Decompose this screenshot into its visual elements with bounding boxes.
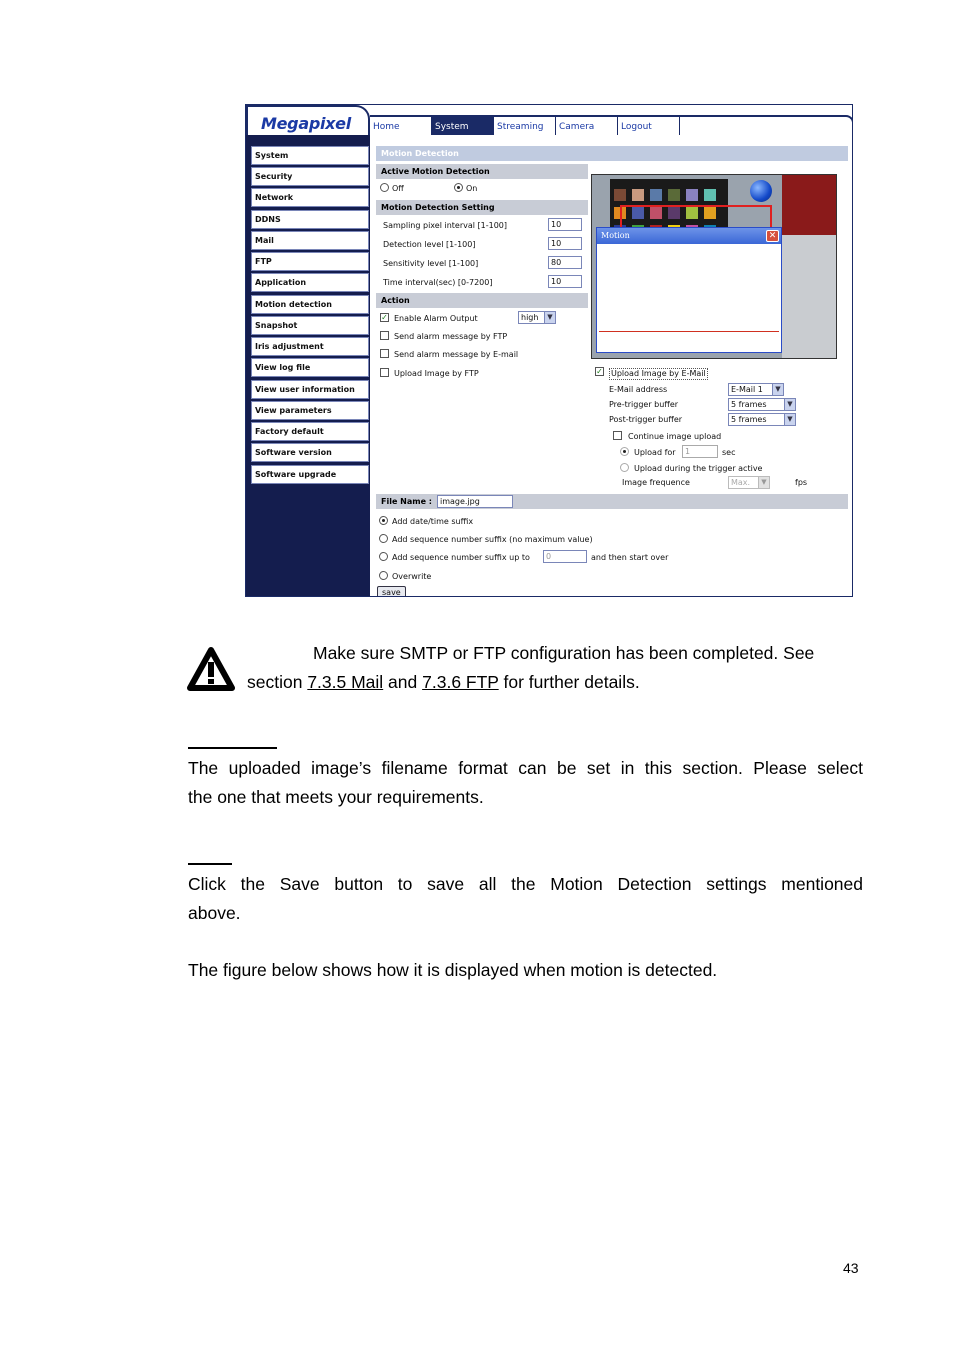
ftp-message-label: Send alarm message by FTP bbox=[394, 332, 508, 341]
email-address-select[interactable] bbox=[728, 383, 784, 396]
tab-home[interactable]: Home bbox=[370, 117, 432, 137]
sidebar-item-view-parameters[interactable]: View parameters bbox=[251, 401, 369, 420]
note-warning-icon bbox=[186, 646, 236, 692]
motion-on-label: On bbox=[466, 184, 478, 193]
ftp-section-link[interactable]: 7.3.6 FTP bbox=[422, 672, 499, 692]
image-frequence-unit: fps bbox=[795, 478, 808, 487]
save-heading-rule bbox=[188, 863, 232, 865]
post-trigger-select[interactable] bbox=[728, 413, 796, 426]
email-address-value: E-Mail 1 bbox=[731, 385, 763, 394]
wall-image bbox=[782, 235, 837, 359]
tab-streaming[interactable]: Streaming bbox=[494, 117, 556, 137]
upload-for-label: Upload for bbox=[634, 448, 676, 457]
file-name-line-1: The uploaded image’s filename format can be set in this section. Please select bbox=[188, 758, 863, 778]
sidebar-item-view-log-file[interactable]: View log file bbox=[251, 358, 369, 377]
sequence-suffix-label: Add sequence number suffix (no maximum value) bbox=[392, 535, 593, 544]
upload-ftp-checkbox[interactable] bbox=[380, 368, 389, 377]
post-trigger-label: Post-trigger buffer bbox=[609, 415, 683, 424]
file-name-heading-rule bbox=[188, 747, 277, 749]
motion-on-radio[interactable] bbox=[454, 183, 463, 192]
motion-level-line bbox=[599, 331, 779, 332]
tab-logout[interactable]: Logout bbox=[618, 117, 680, 137]
save-paragraph bbox=[188, 870, 863, 928]
page-number: 43 bbox=[843, 1260, 859, 1276]
overwrite-radio[interactable] bbox=[379, 571, 388, 580]
email-address-label: E-Mail address bbox=[609, 385, 668, 394]
continue-upload-label: Continue image upload bbox=[628, 432, 722, 441]
mail-section-link[interactable]: 7.3.5 Mail bbox=[307, 672, 384, 692]
active-motion-header: Active Motion Detection bbox=[376, 164, 588, 179]
time-interval-input[interactable]: 10 bbox=[548, 275, 582, 288]
motion-detection-screenshot bbox=[245, 104, 853, 597]
overwrite-label: Overwrite bbox=[392, 572, 432, 581]
file-name-line-2: the one that meets your requirements. bbox=[188, 787, 484, 807]
motion-off-radio[interactable] bbox=[380, 183, 389, 192]
date-suffix-label: Add date/time suffix bbox=[392, 517, 474, 526]
sequence-suffix-radio[interactable] bbox=[379, 534, 388, 543]
file-name-input[interactable]: image.jpg bbox=[437, 495, 513, 508]
post-trigger-value: 5 frames bbox=[731, 415, 767, 424]
sequence-upto-tail: and then start over bbox=[591, 553, 669, 562]
sidebar-item-ftp[interactable]: FTP bbox=[251, 252, 369, 271]
image-frequence-select[interactable] bbox=[728, 476, 770, 489]
camera-preview bbox=[591, 174, 837, 359]
sampling-label: Sampling pixel interval [1-100] bbox=[383, 221, 507, 230]
note-line-2-pre: section bbox=[247, 672, 308, 692]
sidebar-item-factory-default[interactable]: Factory default bbox=[251, 422, 369, 441]
sidebar-item-software-version[interactable]: Software version bbox=[251, 443, 369, 462]
chevron-down-icon: ▼ bbox=[784, 399, 795, 410]
sequence-upto-input[interactable]: 0 bbox=[543, 550, 587, 563]
sequence-upto-radio[interactable] bbox=[379, 552, 388, 561]
upload-for-radio[interactable] bbox=[620, 447, 629, 456]
upload-email-label: Upload Image by E-Mail bbox=[611, 369, 706, 378]
sidebar bbox=[246, 135, 370, 597]
upload-ftp-label: Upload Image by FTP bbox=[394, 369, 479, 378]
logo-tab bbox=[246, 105, 370, 135]
upload-for-input[interactable]: 1 bbox=[682, 445, 718, 458]
date-suffix-radio[interactable] bbox=[379, 516, 388, 525]
page-title: Motion Detection bbox=[376, 146, 848, 161]
logo: Megapixel bbox=[261, 114, 351, 133]
upload-for-unit: sec bbox=[722, 448, 736, 457]
motion-off-label: Off bbox=[392, 184, 404, 193]
top-nav bbox=[370, 115, 853, 135]
sidebar-item-iris-adjustment[interactable]: Iris adjustment bbox=[251, 337, 369, 356]
alarm-output-value: high bbox=[521, 313, 539, 322]
motion-window-title: Motion bbox=[597, 228, 781, 244]
chevron-down-icon: ▼ bbox=[772, 384, 783, 395]
chevron-down-icon: ▼ bbox=[758, 477, 769, 488]
email-message-label: Send alarm message by E-mail bbox=[394, 350, 519, 359]
sidebar-item-system[interactable]: System bbox=[251, 146, 369, 165]
file-name-header: File Name : bbox=[376, 494, 848, 509]
upload-email-checkbox[interactable]: ✓ bbox=[596, 367, 603, 376]
red-object-image bbox=[782, 175, 837, 235]
upload-during-label: Upload during the trigger active bbox=[634, 464, 763, 473]
sampling-input[interactable]: 10 bbox=[548, 218, 582, 231]
content-panel bbox=[370, 135, 853, 597]
motion-window bbox=[596, 227, 782, 353]
pre-trigger-select[interactable] bbox=[728, 398, 796, 411]
tab-camera[interactable]: Camera bbox=[556, 117, 618, 137]
alarm-output-checkbox[interactable]: ✓ bbox=[381, 313, 388, 322]
time-interval-label: Time interval(sec) [0-7200] bbox=[383, 278, 493, 287]
pre-trigger-value: 5 frames bbox=[731, 400, 767, 409]
sidebar-item-security[interactable]: Security bbox=[251, 167, 369, 186]
blue-ball-image bbox=[750, 180, 772, 202]
sidebar-item-ddns[interactable]: DDNS bbox=[251, 210, 369, 229]
note-line-2-mid: and bbox=[383, 672, 423, 692]
sidebar-item-application[interactable]: Application bbox=[251, 273, 369, 292]
save-button[interactable]: save bbox=[377, 586, 406, 597]
note-line-1: Make sure SMTP or FTP configuration has been completed. See bbox=[313, 643, 815, 663]
continue-upload-checkbox[interactable] bbox=[613, 431, 622, 440]
alarm-output-select[interactable] bbox=[518, 311, 556, 324]
file-name-paragraph bbox=[188, 754, 863, 812]
email-message-checkbox[interactable] bbox=[380, 349, 389, 358]
image-frequence-label: Image frequence bbox=[622, 478, 690, 487]
sidebar-item-view-user-information[interactable]: View user information bbox=[251, 380, 369, 399]
alarm-output-label: Enable Alarm Output bbox=[394, 314, 478, 323]
sidebar-item-network[interactable]: Network bbox=[251, 188, 369, 207]
sidebar-item-software-upgrade[interactable]: Software upgrade bbox=[251, 465, 369, 484]
sidebar-item-mail[interactable]: Mail bbox=[251, 231, 369, 250]
save-line-2: above. bbox=[188, 903, 241, 923]
action-header: Action bbox=[376, 293, 588, 308]
sidebar-item-motion-detection[interactable]: Motion detection bbox=[251, 295, 369, 314]
ftp-message-checkbox[interactable] bbox=[380, 331, 389, 340]
note-line-2-post: for further details. bbox=[498, 672, 640, 692]
chevron-down-icon: ▼ bbox=[784, 414, 795, 425]
upload-during-radio[interactable] bbox=[620, 463, 629, 472]
sidebar-item-snapshot[interactable]: Snapshot bbox=[251, 316, 369, 335]
save-line-1: Click the Save button to save all the Motion Detection settings mentioned bbox=[188, 874, 863, 894]
image-frequence-value: Max. bbox=[731, 478, 751, 487]
detection-input[interactable]: 10 bbox=[548, 237, 582, 250]
setting-header: Motion Detection Setting bbox=[376, 200, 588, 215]
figure-caption: The figure below shows how it is displayed when motion is detected. bbox=[188, 960, 718, 980]
sensitivity-input[interactable]: 80 bbox=[548, 256, 582, 269]
sequence-upto-label: Add sequence number suffix up to bbox=[392, 553, 530, 562]
pre-trigger-label: Pre-trigger buffer bbox=[609, 400, 679, 409]
note-line-2 bbox=[247, 668, 640, 697]
chevron-down-icon: ▼ bbox=[544, 312, 555, 323]
close-icon[interactable]: ✕ bbox=[766, 230, 779, 242]
detection-label: Detection level [1-100] bbox=[383, 240, 476, 249]
tab-system[interactable]: System bbox=[432, 117, 494, 137]
sensitivity-label: Sensitivity level [1-100] bbox=[383, 259, 479, 268]
